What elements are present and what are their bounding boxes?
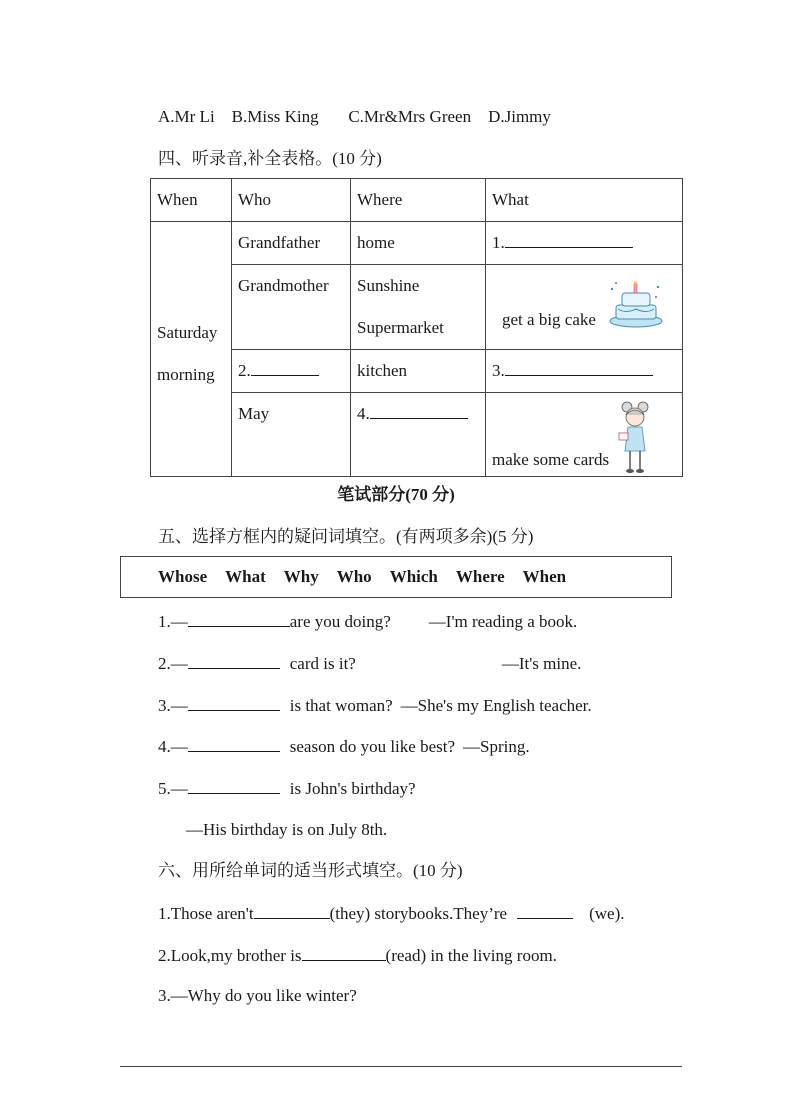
section6-title: 六、用所给单词的适当形式填空。(10 分) bbox=[158, 861, 463, 880]
question-5-answer: —His birthday is on July 8th. bbox=[186, 820, 388, 839]
question-4: 4.— season do you like best? —Spring. bbox=[158, 737, 530, 756]
answer-blank[interactable] bbox=[188, 735, 280, 752]
section5-title: 五、选择方框内的疑问词填空。(有两项多余)(5 分) bbox=[158, 527, 534, 546]
answer-blank-3[interactable] bbox=[505, 359, 653, 376]
header-where: Where bbox=[351, 179, 486, 222]
girl-holding-card-icon bbox=[618, 399, 652, 475]
answer-blank[interactable] bbox=[254, 902, 330, 919]
answer-blank[interactable] bbox=[188, 610, 290, 627]
word-option: Whose bbox=[158, 567, 208, 586]
written-part-title: 笔试部分(70 分) bbox=[337, 485, 455, 504]
word-option: Where bbox=[455, 567, 505, 586]
answer-blank-4[interactable] bbox=[370, 402, 468, 419]
answer-blank[interactable] bbox=[188, 652, 280, 669]
answer-blank-1[interactable] bbox=[505, 231, 633, 248]
listening-table bbox=[150, 178, 683, 477]
sentence-2: 2.Look,my brother is (read) in the living room. bbox=[158, 946, 557, 965]
who-cell: 2. bbox=[232, 350, 351, 393]
header-who: Who bbox=[232, 179, 351, 222]
who-cell: Grandfather bbox=[232, 222, 351, 265]
answer-blank-2[interactable] bbox=[251, 359, 319, 376]
sentence-1: 1.Those aren't (they) storybooks.They’re (we). bbox=[158, 904, 625, 923]
header-when: When bbox=[151, 179, 232, 222]
word-box bbox=[120, 556, 672, 598]
question-2: 2.— card is it? —It's mine. bbox=[158, 654, 582, 673]
who-cell: May bbox=[232, 393, 351, 477]
where-cell: home bbox=[351, 222, 486, 265]
answer-blank[interactable] bbox=[517, 902, 573, 919]
sentence-3: 3.—Why do you like winter? bbox=[158, 986, 357, 1005]
where-cell: 4. bbox=[351, 393, 486, 477]
when-cell: Saturday morning bbox=[151, 222, 232, 477]
listening-options: A.Mr Li B.Miss King C.Mr&Mrs Green D.Jimmy bbox=[158, 107, 551, 126]
word-option: Which bbox=[389, 567, 438, 586]
what-cell: make some cards bbox=[486, 393, 683, 477]
answer-blank[interactable] bbox=[188, 694, 280, 711]
word-option: What bbox=[225, 567, 266, 586]
word-option: Who bbox=[336, 567, 372, 586]
header-what: What bbox=[486, 179, 683, 222]
answer-line[interactable] bbox=[120, 1066, 682, 1067]
cake-illustration-icon bbox=[606, 279, 666, 329]
what-cell: get a big cake bbox=[486, 265, 683, 350]
where-cell: Sunshine Supermarket bbox=[351, 265, 486, 350]
what-cell: 1. bbox=[486, 222, 683, 265]
word-option: When bbox=[522, 567, 567, 586]
who-cell: Grandmother bbox=[232, 265, 351, 350]
question-5: 5.— is John's birthday? bbox=[158, 779, 416, 798]
answer-blank[interactable] bbox=[302, 944, 386, 961]
question-1: 1.— are you doing? —I'm reading a book. bbox=[158, 612, 578, 631]
word-option: Why bbox=[283, 567, 319, 586]
what-cell: 3. bbox=[486, 350, 683, 393]
question-3: 3.— is that woman? —She's my English teacher. bbox=[158, 696, 592, 715]
where-cell: kitchen bbox=[351, 350, 486, 393]
answer-blank[interactable] bbox=[188, 777, 280, 794]
section4-title: 四、听录音,补全表格。(10 分) bbox=[158, 149, 382, 168]
